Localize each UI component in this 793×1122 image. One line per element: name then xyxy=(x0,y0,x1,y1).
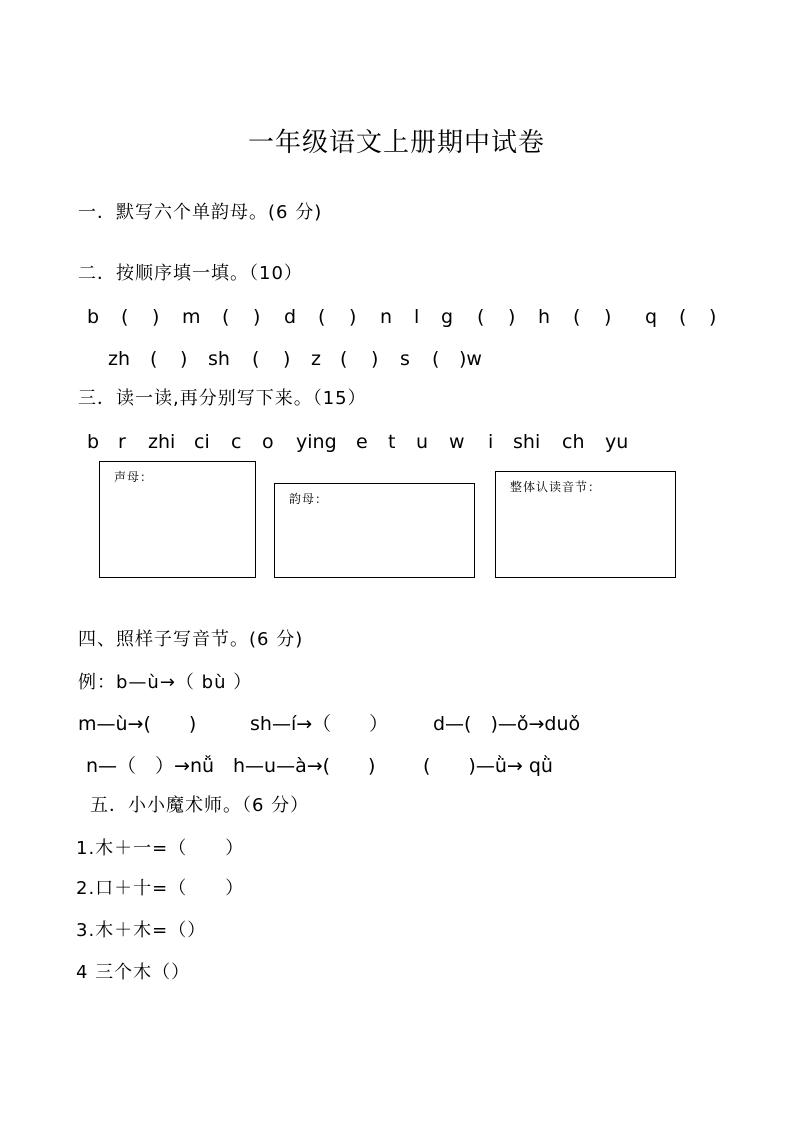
pinyin: u xyxy=(416,431,429,453)
exercise: d—( )—ǒ→duǒ xyxy=(433,713,581,735)
pinyin: b xyxy=(87,431,100,453)
letter: g xyxy=(441,306,454,328)
paren: ( xyxy=(150,348,158,370)
letter: m xyxy=(182,306,201,328)
finals-answer-box[interactable] xyxy=(274,483,475,578)
letter: zh xyxy=(108,348,131,370)
paren: ( xyxy=(340,348,348,370)
section4-heading: 四、照样子写音节。(6 分) xyxy=(78,629,304,650)
paren: ) xyxy=(152,306,160,328)
paren: ( xyxy=(318,306,326,328)
paren: ) xyxy=(604,306,612,328)
letter: l xyxy=(414,306,420,328)
letter: )w xyxy=(459,348,482,370)
section4-example: 例：b—ù→（ bù ） xyxy=(78,672,253,693)
pinyin: zhi xyxy=(148,431,176,453)
paren: ) xyxy=(349,306,357,328)
letter: sh xyxy=(208,348,230,370)
paren: ( xyxy=(573,306,581,328)
initials-box-label: 声母： xyxy=(114,470,154,484)
letter: h xyxy=(538,306,551,328)
letter: z xyxy=(311,348,321,370)
paren: ) xyxy=(508,306,516,328)
exercise: h—u—à→( ) xyxy=(233,755,376,777)
pinyin: i xyxy=(488,431,494,453)
section3-heading: 三．读一读,再分别写下来。（15） xyxy=(78,388,367,409)
paren: ( xyxy=(679,306,687,328)
section2-heading: 二．按顺序填一填。（10） xyxy=(78,263,303,284)
pinyin: t xyxy=(388,431,396,453)
paren: ) xyxy=(180,348,188,370)
exercise: ( )—ǜ→ qǜ xyxy=(423,755,553,777)
paren: ( xyxy=(477,306,485,328)
letter: b xyxy=(87,306,100,328)
section5-item: 2.口＋十=（ ） xyxy=(76,878,245,899)
pinyin: c xyxy=(231,431,242,453)
whole-syllables-answer-box[interactable] xyxy=(495,471,676,578)
letter: n xyxy=(380,306,393,328)
pinyin: ci xyxy=(194,431,210,453)
exercise: m—ù→( ) xyxy=(78,713,197,735)
pinyin: ch xyxy=(562,431,585,453)
exercise: n—（ ）→nǚ xyxy=(86,755,215,777)
paren: ) xyxy=(709,306,717,328)
section5-item: 3.木＋木=（） xyxy=(76,920,207,941)
paren: ( xyxy=(252,348,260,370)
section5-heading: 五．小小魔术师。（6 分） xyxy=(90,795,310,816)
paren: ) xyxy=(253,306,261,328)
pinyin: r xyxy=(118,431,126,453)
whole-syllables-box-label: 整体认读音节： xyxy=(510,480,602,494)
initials-answer-box[interactable] xyxy=(99,461,256,578)
paren: ) xyxy=(283,348,291,370)
letter: q xyxy=(645,306,658,328)
paren: ( xyxy=(121,306,129,328)
pinyin: e xyxy=(356,431,368,453)
section5-item: 4 三个木（） xyxy=(76,962,191,983)
letter: s xyxy=(400,348,410,370)
pinyin: shi xyxy=(513,431,541,453)
exercise: sh—í→（ ） xyxy=(250,713,389,735)
paren: ( xyxy=(222,306,230,328)
pinyin: w xyxy=(449,431,465,453)
section5-item: 1.木＋一=（ ） xyxy=(76,838,245,859)
paren: ( xyxy=(432,348,440,370)
finals-box-label: 韵母： xyxy=(289,492,329,506)
pinyin: ying xyxy=(296,431,337,453)
pinyin: o xyxy=(262,431,274,453)
page-title: 一年级语文上册期中试卷 xyxy=(247,128,545,158)
pinyin: yu xyxy=(605,431,629,453)
section1-heading: 一．默写六个单韵母。(6 分) xyxy=(78,202,323,223)
letter: d xyxy=(284,306,297,328)
paren: ) xyxy=(371,348,379,370)
